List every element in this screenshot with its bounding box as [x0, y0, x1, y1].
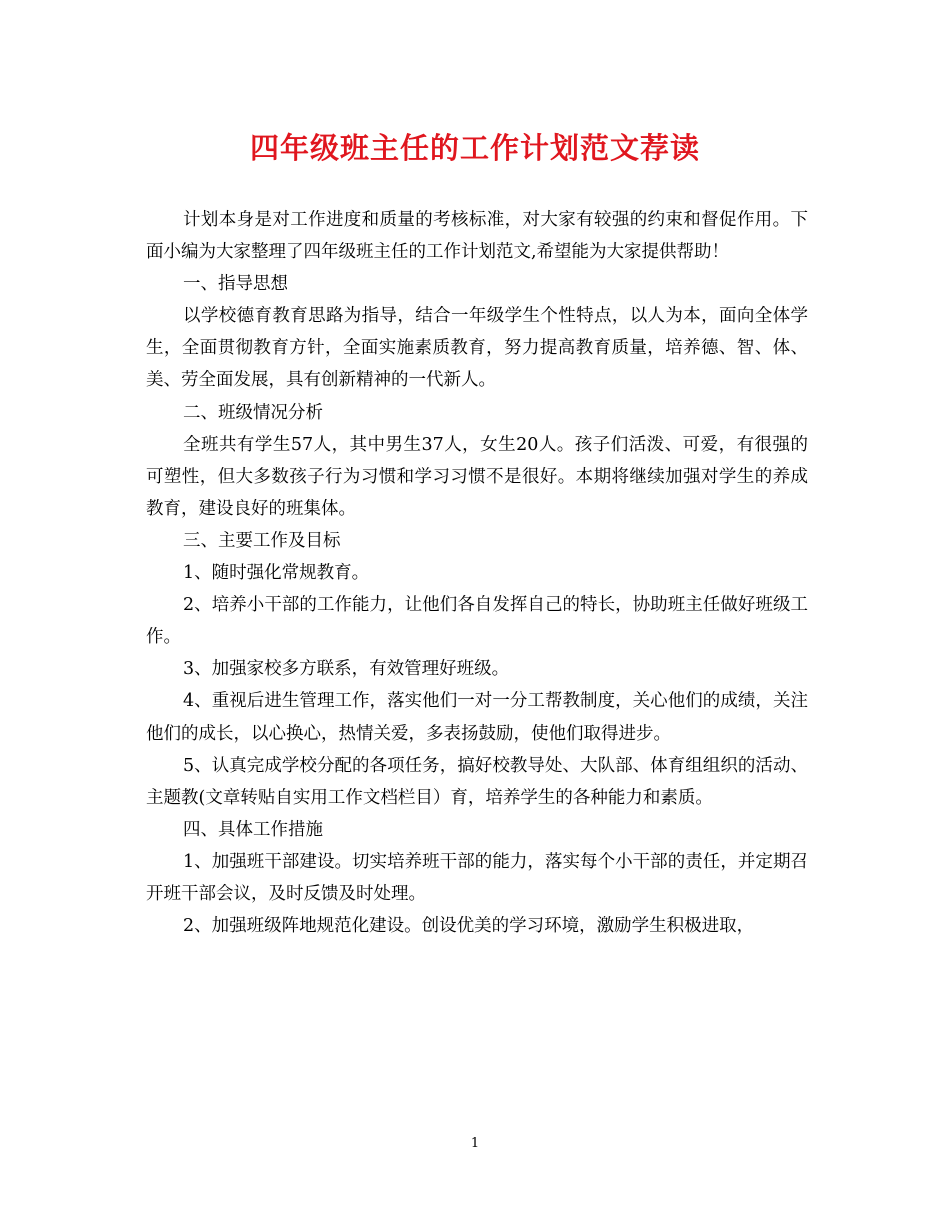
- section-paragraph-class-analysis: 全班共有学生57人，其中男生37人，女生20人。孩子们活泼、可爱，有很强的可塑性，但大多数孩子行为习惯和学习习惯不是很好。本期将继续加强对学生的养成教育，建设良好的班集体。: [146, 434, 808, 519]
- intro-paragraph: 计划本身是对工作进度和质量的考核标准，对大家有较强的约束和督促作用。下面小编为大家整理了四年级班主任的工作计划范文,希望能为大家提供帮助！: [146, 210, 808, 263]
- goal-item: 4、重视后进生管理工作，落实他们一对一分工帮教制度，关心他们的成绩，关注他们的成长，以心换心，热情关爱，多表扬鼓励，使他们取得进步。: [146, 691, 808, 744]
- section-heading-guiding-ideology: 一、指导思想: [183, 274, 288, 295]
- document-body: [146, 204, 808, 942]
- section-heading-class-analysis: 二、班级情况分析: [183, 402, 323, 423]
- measure-item: 1、加强班干部建设。切实培养班干部的能力，落实每个小干部的责任，并定期召开班干部会议，及时反馈及时处理。: [146, 851, 808, 904]
- measure-item: 2、加强班级阵地规范化建设。创设优美的学习环境，激励学生积极进取，: [183, 916, 755, 937]
- section-paragraph-guiding-ideology: 以学校德育教育思路为指导，结合一年级学生个性特点，以人为本，面向全体学生，全面贯彻教育方针，全面实施素质教育，努力提高教育质量，培养德、智、体、美、劳全面发展，具有创新精神的一代新人。: [146, 306, 808, 391]
- document-title: 四年级班主任的工作计划范文荐读: [249, 131, 700, 165]
- goal-item: 3、加强家校多方联系，有效管理好班级。: [183, 659, 510, 680]
- section-heading-measures: 四、具体工作措施: [183, 819, 323, 840]
- goal-item: 1、随时强化常规教育。: [183, 563, 370, 584]
- goal-item: 5、认真完成学校分配的各项任务，搞好校教导处、大队部、体育组组织的活动、主题教(文章转贴自实用工作文档栏目）育，培养学生的各种能力和素质。: [146, 755, 808, 808]
- goal-item: 2、培养小干部的工作能力，让他们各自发挥自己的特长，协助班主任做好班级工作。: [146, 595, 808, 648]
- page-number: 1: [470, 1136, 480, 1151]
- section-heading-main-goals: 三、主要工作及目标: [183, 530, 341, 551]
